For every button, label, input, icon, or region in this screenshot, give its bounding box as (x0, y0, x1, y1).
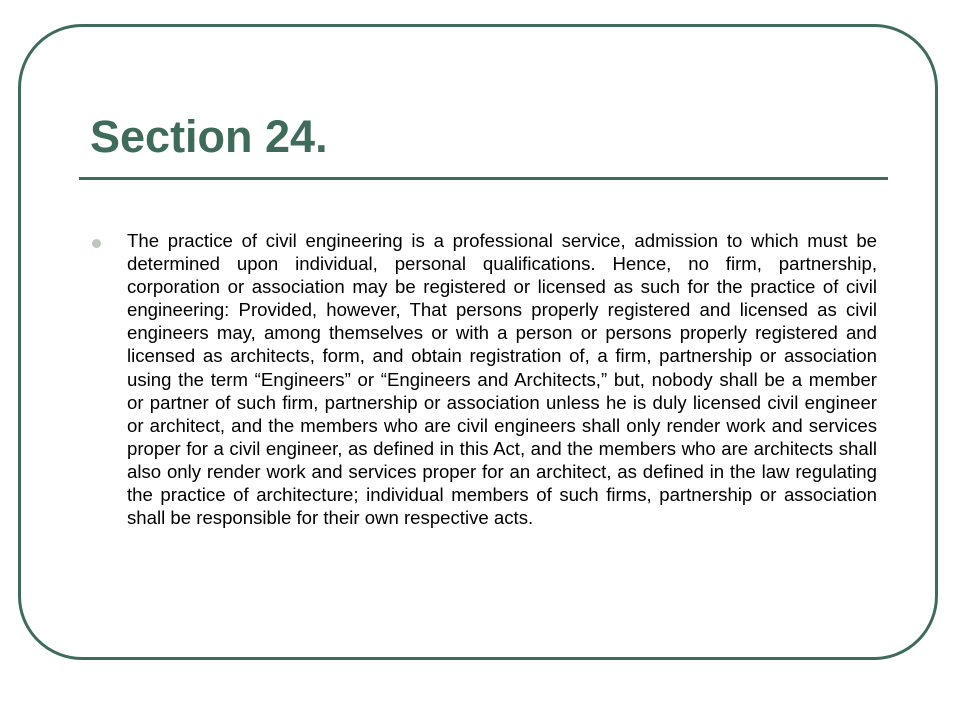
bullet-text: The practice of civil engineering is a professional service, admission to which must be determined upon individual, personal qualifications. Hence, no firm, partnership, corporation or association may be registered or licensed as such for the practice of civil engineering: Provided, however, That persons properly registered and licensed as civil engineers may, among themselves or with a person or persons properly registered and licensed as architects, form, and obtain registration of, a firm, partnership or association using the term “Engineers” or “Engineers and Architects,” but, nobody shall be a member or partner of such firm, partnership or association unless he is duly licensed civil engineer or architect, and the members who are civil engineers shall only render work and services proper for a civil engineer, as defined in this Act, and the members who are architects shall also only render work and services proper for an architect, as defined in the law regulating the practice of architecture; individual members of such firms, partnership or association shall be responsible for their own respective acts. (127, 230, 877, 529)
title-underline (79, 177, 888, 180)
bullet-dot-icon (92, 239, 101, 248)
slide-title: Section 24. (90, 111, 328, 162)
